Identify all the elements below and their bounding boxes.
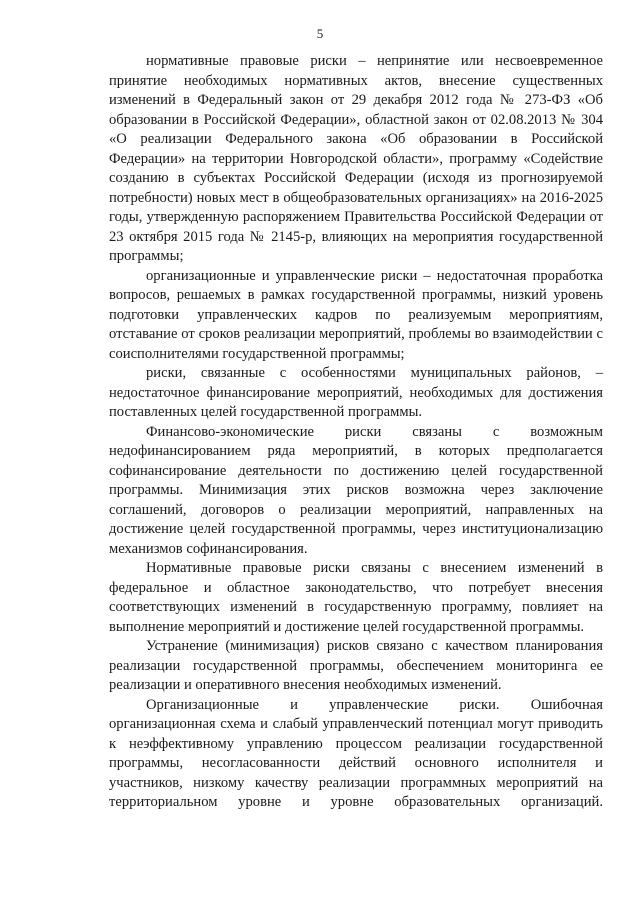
document-body: [109, 52, 603, 813]
paragraph-municipal-risks-list: риски, связанные с особенностями муниципальных районов, – недостаточное финансирование мероприятий, необходимых для достижения поставленных целей государственной программы.: [109, 365, 603, 420]
paragraph-normative-risks: Нормативные правовые риски связаны с внесением изменений в федеральное и областное законодательство, что потребует внесения соответствующих изменений в государственную программу, повлияет на выполнение мероприятий и достижение целей государственной программы.: [109, 560, 603, 635]
paragraph-organizational-risks: Организационные и управленческие риски. Ошибочная организационная схема и слабый управленческий потенциал могут приводить к неэффективному управлению процессом реализации государственной программы, несогласованности действий основного исполнителя и участников, низкому качеству реализации программных мероприятий на территориальном уровне и уровне образовательных организаций.: [109, 696, 603, 810]
paragraph-organizational-risks-list: организационные и управленческие риски – недостаточная проработка вопросов, решаемых в рамках государственной программы, низкий уровень подготовки управленческих кадров по реализуемым мероприятиям, отставание от сроков реализации мероприятий, проблемы во взаимодействии с соисполнителями государственной программы;: [109, 267, 603, 362]
paragraph-financial-risks: Финансово-экономические риски связаны с возможным недофинансированием ряда мероприятий, в которых предполагается софинансирование деятельности по достижению целей государственной программы. Минимизация этих рисков возможна через заключение соглашений, договоров о реализации мероприятий, направленных на достижение целей государственной программы, через институционализацию механизмов софинансирования.: [109, 423, 603, 557]
page-number: 5: [316, 26, 324, 41]
paragraph-normative-risks-list: нормативные правовые риски – непринятие или несвоевременное принятие необходимых нормативных актов, внесение существенных изменений в Федеральный закон от 29 декабря 2012 года № 273-ФЗ «Об образовании в Российской Федерации», областной закон от 02.08.2013 № 304 «О реализации Федерального закона «Об образовании в Российской Федерации» на территории Новгородской области», программу «Содействие созданию в субъектах Российской Федерации (исходя из прогнозируемой потребности) новых мест в общеобразовательных организациях» на 2016-2025 годы, утвержденную распоряжением Правительства Российской Федерации от 23 октября 2015 года № 2145-р, влияющих на мероприятия государственной программы;: [109, 53, 603, 264]
paragraph-risk-mitigation: Устранение (минимизация) рисков связано с качеством планирования реализации государственной программы, обеспечением мониторинга ее реализации и оперативного внесения необходимых изменений.: [109, 638, 603, 693]
